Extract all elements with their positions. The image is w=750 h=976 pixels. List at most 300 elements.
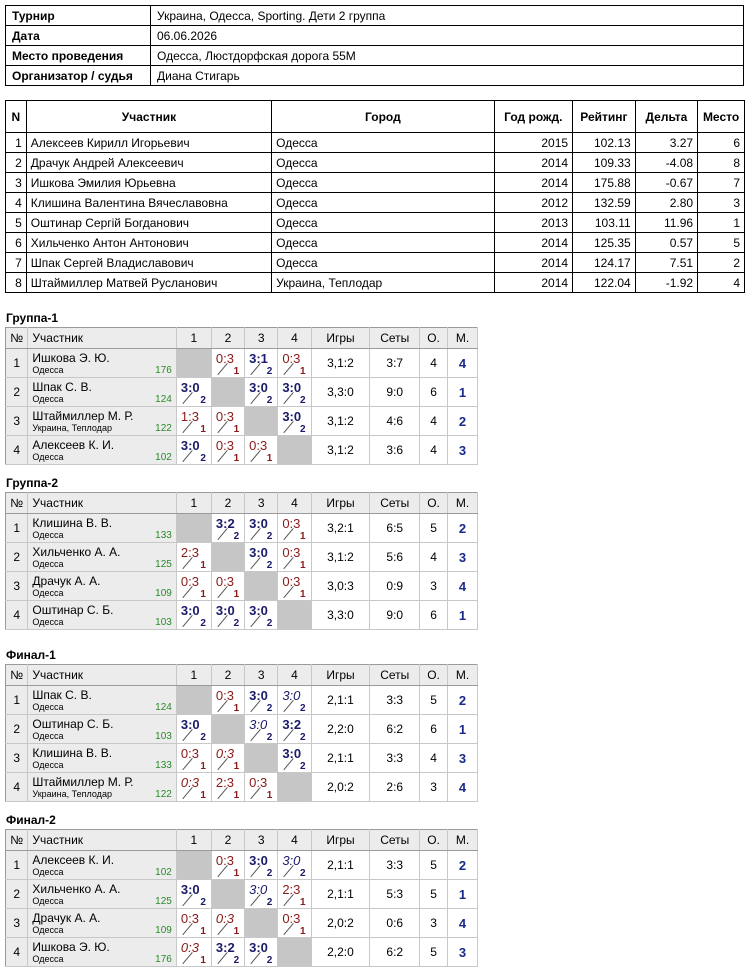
- sets-cell: 3:3: [370, 744, 420, 773]
- match-points: 1: [200, 790, 206, 801]
- match-score: 3:0: [249, 853, 268, 868]
- group-player-cell: [28, 686, 176, 715]
- player-name: Клишина В. В.: [32, 746, 113, 760]
- games-cell: 2,1:1: [311, 686, 370, 715]
- match-score: 3:0: [249, 717, 268, 732]
- group-header-cell: Игры: [311, 830, 370, 851]
- games-cell: 2,0:2: [311, 773, 370, 802]
- group-row: [6, 715, 478, 744]
- match-score: 2:3: [282, 882, 301, 897]
- player-rating: 125: [155, 896, 172, 907]
- match-score: 0:3: [215, 574, 234, 589]
- group-row-number: 1: [6, 514, 28, 543]
- participant-cell: 7: [698, 173, 745, 193]
- info-row: [6, 6, 744, 26]
- match-result-cell: [211, 851, 244, 880]
- match-score: 0:3: [215, 853, 234, 868]
- match-result-cell: [176, 436, 211, 465]
- group-header-cell: Участник: [28, 328, 176, 349]
- place-cell: 3: [448, 543, 478, 572]
- match-result-cell: [211, 938, 244, 967]
- group-row: [6, 572, 478, 601]
- match-points: 1: [233, 366, 240, 377]
- match-score: 3:1: [249, 351, 268, 366]
- participant-cell: 4: [698, 273, 745, 293]
- match-points: 1: [299, 926, 306, 937]
- player-city: Одесса: [32, 530, 64, 540]
- match-score: 0:3: [282, 574, 301, 589]
- info-row: [6, 46, 744, 66]
- match-score: 3:0: [282, 409, 302, 424]
- match-score: 3:0: [180, 882, 200, 897]
- group-row-number: 4: [6, 601, 28, 630]
- group-player-cell: [28, 407, 176, 436]
- participant-cell: 2013: [494, 213, 572, 233]
- self-match-cell: [278, 601, 311, 630]
- participant-row: [6, 153, 745, 173]
- participant-cell: 103.11: [573, 213, 636, 233]
- match-score: 3:0: [282, 746, 302, 761]
- place-cell: 2: [448, 407, 478, 436]
- group-header-row: [6, 830, 478, 851]
- match-points: 1: [299, 366, 306, 377]
- player-rating: 122: [155, 789, 172, 800]
- match-score: 3:2: [215, 940, 235, 955]
- participant-cell: 5: [698, 233, 745, 253]
- player-city: Одесса: [32, 617, 64, 627]
- participant-cell: 2014: [494, 173, 572, 193]
- participant-cell: 124.17: [573, 253, 636, 273]
- match-score: 0:3: [180, 775, 199, 790]
- participant-cell: Украина, Теплодар: [272, 273, 494, 293]
- group-title: Финал-1: [6, 648, 56, 662]
- games-cell: 3,3:0: [311, 378, 370, 407]
- match-points: 1: [266, 453, 273, 464]
- games-cell: 3,1:2: [311, 543, 370, 572]
- match-score: 2:3: [215, 775, 234, 790]
- group-row: [6, 909, 478, 938]
- match-points: 1: [200, 926, 206, 937]
- match-result-cell: [278, 514, 311, 543]
- match-points: 2: [266, 560, 273, 571]
- participants-table: [5, 100, 745, 293]
- info-key: Организатор / судья: [6, 66, 151, 86]
- player-rating: 124: [155, 702, 172, 713]
- match-score: 0:3: [215, 688, 234, 703]
- match-score: 3:0: [249, 545, 268, 560]
- match-score: 3:0: [249, 688, 268, 703]
- group-player-cell: [28, 744, 176, 773]
- player-city: Одесса: [32, 731, 64, 741]
- match-result-cell: [245, 601, 278, 630]
- participant-cell: -4.08: [635, 153, 697, 173]
- group-header-cell: Игры: [311, 328, 370, 349]
- group-header-row: [6, 665, 478, 686]
- match-score: 0:3: [180, 911, 199, 926]
- match-points: 2: [266, 955, 273, 966]
- match-result-cell: [278, 407, 311, 436]
- group-header-cell: 4: [278, 328, 311, 349]
- info-key: Место проведения: [6, 46, 151, 66]
- tournament-info-table: [5, 5, 744, 86]
- match-points: 2: [266, 868, 273, 879]
- sets-cell: 6:2: [370, 938, 420, 967]
- player-city: Одесса: [32, 394, 64, 404]
- group-row-number: 2: [6, 543, 28, 572]
- participants-header-cell: N: [6, 101, 27, 133]
- group-row-number: 2: [6, 378, 28, 407]
- group-title: Финал-2: [6, 813, 56, 827]
- info-key: Дата: [6, 26, 151, 46]
- group-row: [6, 514, 478, 543]
- match-result-cell: [245, 880, 278, 909]
- games-cell: 2,2:0: [311, 938, 370, 967]
- info-row: [6, 26, 744, 46]
- games-cell: 2,2:0: [311, 715, 370, 744]
- match-points: 2: [200, 453, 206, 464]
- participant-cell: Одесса: [272, 253, 494, 273]
- group-player-cell: [28, 436, 176, 465]
- group-header-cell: 1: [176, 493, 211, 514]
- match-points: 1: [200, 560, 206, 571]
- match-points: 1: [299, 897, 306, 908]
- match-result-cell: [278, 851, 311, 880]
- group-row-number: 4: [6, 773, 28, 802]
- match-result-cell: [278, 909, 311, 938]
- participants-header-row: [6, 101, 745, 133]
- points-cell: 5: [420, 686, 448, 715]
- participant-cell: 122.04: [573, 273, 636, 293]
- place-cell: 4: [448, 349, 478, 378]
- match-result-cell: [176, 938, 211, 967]
- group-row-number: 1: [6, 851, 28, 880]
- match-result-cell: [245, 378, 278, 407]
- group-row-number: 1: [6, 349, 28, 378]
- match-points: 1: [266, 790, 273, 801]
- player-city: Одесса: [32, 588, 64, 598]
- player-name: Шпак С. В.: [32, 380, 92, 394]
- match-result-cell: [278, 349, 311, 378]
- group-player-cell: [28, 349, 176, 378]
- player-rating: 124: [155, 394, 172, 405]
- participant-cell: 6: [6, 233, 27, 253]
- match-points: 1: [233, 703, 240, 714]
- match-result-cell: [245, 686, 278, 715]
- participant-cell: Одесса: [272, 173, 494, 193]
- match-score: 3:0: [215, 603, 235, 618]
- match-result-cell: [176, 744, 211, 773]
- match-score: 0:3: [180, 940, 199, 955]
- match-result-cell: [245, 543, 278, 572]
- points-cell: 3: [420, 909, 448, 938]
- participant-row: [6, 213, 745, 233]
- points-cell: 6: [420, 378, 448, 407]
- match-result-cell: [176, 543, 211, 572]
- match-points: 1: [200, 589, 206, 600]
- games-cell: 3,3:0: [311, 601, 370, 630]
- player-rating: 176: [155, 365, 172, 376]
- group-header-cell: №: [6, 830, 28, 851]
- info-key: Турнир: [6, 6, 151, 26]
- participant-cell: 6: [698, 133, 745, 153]
- match-result-cell: [211, 436, 244, 465]
- participant-row: [6, 133, 745, 153]
- self-match-cell: [245, 407, 278, 436]
- match-points: 2: [299, 395, 306, 406]
- match-result-cell: [278, 880, 311, 909]
- player-name: Клишина В. В.: [32, 516, 113, 530]
- group-header-row: [6, 328, 478, 349]
- match-points: 2: [200, 618, 206, 629]
- points-cell: 5: [420, 514, 448, 543]
- participant-cell: 3: [698, 193, 745, 213]
- match-result-cell: [245, 715, 278, 744]
- points-cell: 4: [420, 436, 448, 465]
- group-header-cell: М.: [448, 328, 478, 349]
- match-points: 2: [266, 366, 273, 377]
- participant-cell: 125.35: [573, 233, 636, 253]
- group-player-cell: [28, 880, 176, 909]
- player-rating: 176: [155, 954, 172, 965]
- group-table: [5, 829, 478, 967]
- group-header-cell: 3: [245, 328, 278, 349]
- match-score: 3:0: [249, 940, 268, 955]
- place-cell: 1: [448, 601, 478, 630]
- match-score: 3:0: [249, 882, 268, 897]
- group-header-cell: Сеты: [370, 328, 420, 349]
- participant-cell: Одесса: [272, 233, 494, 253]
- match-result-cell: [211, 601, 244, 630]
- group-row: [6, 773, 478, 802]
- match-result-cell: [278, 715, 311, 744]
- participant-row: [6, 253, 745, 273]
- group-header-cell: 2: [211, 328, 244, 349]
- place-cell: 1: [448, 715, 478, 744]
- match-score: 3:0: [282, 688, 301, 703]
- group-header-cell: Сеты: [370, 830, 420, 851]
- self-match-cell: [176, 349, 211, 378]
- participant-cell: 2014: [494, 253, 572, 273]
- group-row: [6, 938, 478, 967]
- group-row: [6, 686, 478, 715]
- player-name: Алексеев К. И.: [32, 438, 115, 452]
- self-match-cell: [211, 378, 244, 407]
- sets-cell: 3:3: [370, 851, 420, 880]
- participant-row: [6, 193, 745, 213]
- group-row: [6, 543, 478, 572]
- match-score: 1:3: [180, 409, 199, 424]
- match-score: 0:3: [249, 438, 268, 453]
- match-points: 2: [266, 531, 273, 542]
- participant-cell: 3.27: [635, 133, 697, 153]
- place-cell: 4: [448, 909, 478, 938]
- place-cell: 3: [448, 436, 478, 465]
- points-cell: 4: [420, 744, 448, 773]
- group-row: [6, 378, 478, 407]
- points-cell: 6: [420, 601, 448, 630]
- games-cell: 2,0:2: [311, 909, 370, 938]
- games-cell: 2,1:1: [311, 744, 370, 773]
- player-rating: 102: [155, 452, 172, 463]
- info-value: 06.06.2026: [151, 26, 744, 46]
- match-result-cell: [211, 349, 244, 378]
- player-name: Штаймиллер М. Р.: [32, 775, 134, 789]
- match-points: 1: [200, 955, 206, 966]
- group-player-cell: [28, 514, 176, 543]
- participant-cell: Шпак Сергей Владиславович: [26, 253, 271, 273]
- player-rating: 133: [155, 760, 172, 771]
- place-cell: 2: [448, 851, 478, 880]
- player-rating: 103: [155, 617, 172, 628]
- place-cell: 1: [448, 880, 478, 909]
- match-score: 3:0: [249, 380, 268, 395]
- player-city: Одесса: [32, 896, 64, 906]
- group-header-cell: Сеты: [370, 493, 420, 514]
- match-result-cell: [211, 407, 244, 436]
- participants-header-cell: Город: [272, 101, 494, 133]
- participants-header-cell: Год рожд.: [494, 101, 572, 133]
- match-result-cell: [211, 514, 244, 543]
- player-city: Украина, Теплодар: [32, 423, 112, 433]
- group-title: Группа-1: [6, 311, 59, 325]
- match-points: 2: [266, 618, 273, 629]
- participant-cell: -1.92: [635, 273, 697, 293]
- participant-cell: Ишкова Эмилия Юрьевна: [26, 173, 271, 193]
- match-points: 2: [233, 531, 240, 542]
- group-header-cell: №: [6, 328, 28, 349]
- games-cell: 3,2:1: [311, 514, 370, 543]
- participant-cell: 2: [698, 253, 745, 273]
- match-score: 0:3: [180, 746, 199, 761]
- match-points: 1: [233, 868, 240, 879]
- participant-cell: Одесса: [272, 133, 494, 153]
- player-name: Ишкова Э. Ю.: [32, 940, 110, 954]
- match-score: 0:3: [215, 351, 234, 366]
- group-header-cell: 2: [211, 830, 244, 851]
- match-result-cell: [176, 880, 211, 909]
- group-row-number: 3: [6, 909, 28, 938]
- participant-cell: 7: [6, 253, 27, 273]
- sets-cell: 3:7: [370, 349, 420, 378]
- self-match-cell: [245, 744, 278, 773]
- group-header-cell: О.: [420, 493, 448, 514]
- points-cell: 3: [420, 773, 448, 802]
- group-header-cell: №: [6, 665, 28, 686]
- participant-cell: 175.88: [573, 173, 636, 193]
- match-points: 2: [299, 424, 306, 435]
- participant-cell: Оштинар Сергій Богданович: [26, 213, 271, 233]
- group-header-row: [6, 493, 478, 514]
- match-score: 3:0: [282, 853, 301, 868]
- match-score: 3:0: [249, 516, 268, 531]
- group-table: [5, 327, 478, 465]
- match-points: 1: [200, 761, 206, 772]
- match-points: 2: [299, 703, 306, 714]
- group-header-cell: М.: [448, 830, 478, 851]
- place-cell: 2: [448, 514, 478, 543]
- match-result-cell: [176, 378, 211, 407]
- games-cell: 3,1:2: [311, 349, 370, 378]
- match-score: 0:3: [215, 438, 234, 453]
- group-header-cell: №: [6, 493, 28, 514]
- participant-cell: 2012: [494, 193, 572, 213]
- player-city: Одесса: [32, 559, 64, 569]
- info-value: Одесса, Люстдорфская дорога 55М: [151, 46, 744, 66]
- match-points: 2: [200, 897, 206, 908]
- match-score: 3:0: [180, 380, 200, 395]
- participant-cell: 8: [6, 273, 27, 293]
- participant-cell: 109.33: [573, 153, 636, 173]
- sets-cell: 0:9: [370, 572, 420, 601]
- group-row: [6, 601, 478, 630]
- group-player-cell: [28, 851, 176, 880]
- match-result-cell: [211, 773, 244, 802]
- group-header-cell: 3: [245, 830, 278, 851]
- match-points: 2: [299, 732, 306, 743]
- match-score: 3:2: [215, 516, 235, 531]
- match-score: 0:3: [215, 746, 234, 761]
- sets-cell: 5:3: [370, 880, 420, 909]
- participant-cell: Штаймиллер Матвей Русланович: [26, 273, 271, 293]
- self-match-cell: [278, 938, 311, 967]
- group-player-cell: [28, 773, 176, 802]
- match-points: 1: [299, 589, 306, 600]
- group-header-cell: Игры: [311, 665, 370, 686]
- player-rating: 125: [155, 559, 172, 570]
- player-city: Одесса: [32, 925, 64, 935]
- participant-cell: Драчук Андрей Алексеевич: [26, 153, 271, 173]
- group-row-number: 2: [6, 715, 28, 744]
- match-points: 2: [299, 761, 306, 772]
- self-match-cell: [245, 909, 278, 938]
- player-city: Украина, Теплодар: [32, 789, 112, 799]
- match-result-cell: [176, 407, 211, 436]
- player-rating: 122: [155, 423, 172, 434]
- group-row: [6, 744, 478, 773]
- match-result-cell: [176, 572, 211, 601]
- match-result-cell: [211, 572, 244, 601]
- participant-cell: 2.80: [635, 193, 697, 213]
- group-row-number: 3: [6, 572, 28, 601]
- group-header-cell: 3: [245, 665, 278, 686]
- participant-cell: 7.51: [635, 253, 697, 273]
- match-points: 2: [266, 395, 273, 406]
- sets-cell: 4:6: [370, 407, 420, 436]
- match-points: 2: [266, 703, 273, 714]
- group-header-cell: 2: [211, 493, 244, 514]
- match-result-cell: [176, 601, 211, 630]
- points-cell: 4: [420, 543, 448, 572]
- place-cell: 4: [448, 773, 478, 802]
- participants-header-cell: Рейтинг: [573, 101, 636, 133]
- participant-cell: 2014: [494, 233, 572, 253]
- group-header-cell: Участник: [28, 665, 176, 686]
- participant-cell: 5: [6, 213, 27, 233]
- match-result-cell: [211, 909, 244, 938]
- group-row-number: 3: [6, 744, 28, 773]
- group-player-cell: [28, 378, 176, 407]
- games-cell: 2,1:1: [311, 880, 370, 909]
- participant-row: [6, 273, 745, 293]
- player-rating: 109: [155, 588, 172, 599]
- self-match-cell: [176, 686, 211, 715]
- participant-cell: 11.96: [635, 213, 697, 233]
- group-title: Группа-2: [6, 476, 59, 490]
- match-result-cell: [245, 851, 278, 880]
- match-points: 1: [233, 761, 240, 772]
- group-header-cell: О.: [420, 328, 448, 349]
- group-player-cell: [28, 601, 176, 630]
